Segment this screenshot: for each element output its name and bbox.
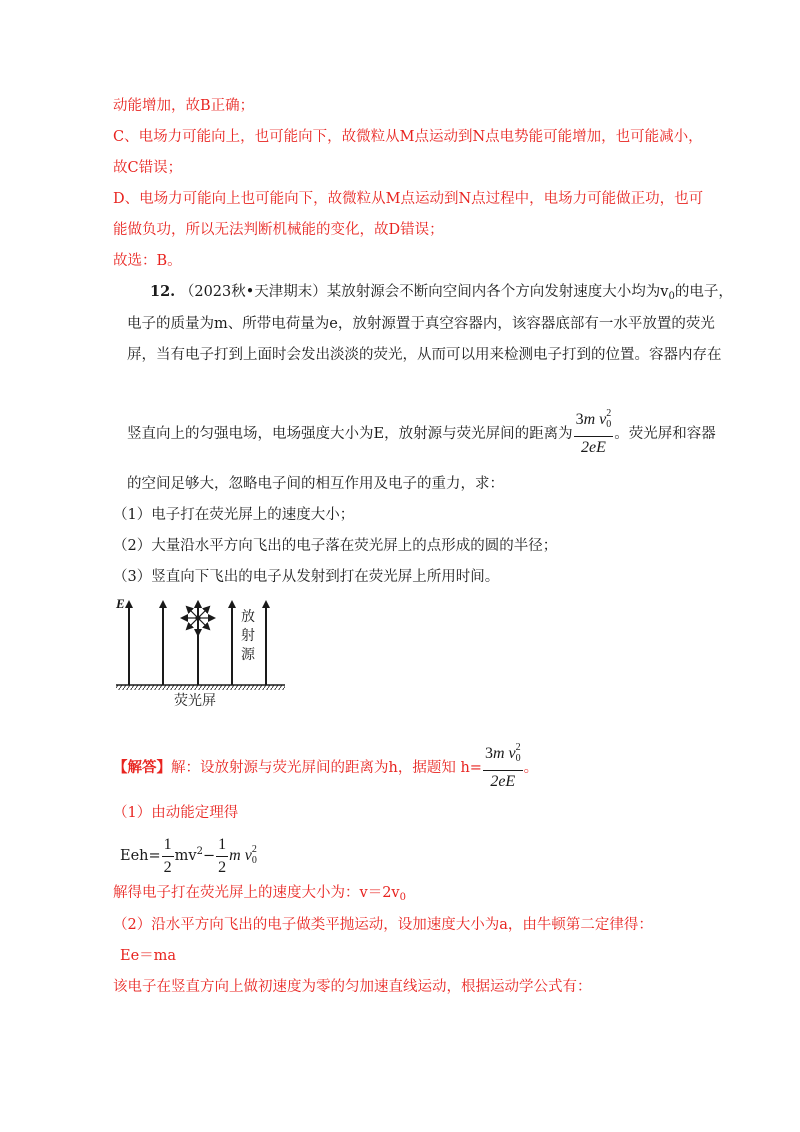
problem-line-4: [127, 404, 716, 464]
svg-text:源: 源: [241, 647, 255, 663]
frac-num-sup: 2: [606, 408, 612, 419]
eq1-v: v: [244, 847, 252, 864]
eq1-half-1: $\frac{1}{2}$: [163, 835, 172, 876]
frac-den: 2eE: [580, 439, 606, 456]
problem-intro: （2023秋•天津期末）某放射源会不断向空间内各个方向发射速度大小均为v: [179, 284, 669, 300]
problem-line-2: 电子的质量为m、所带电荷量为e，放射源置于真空容器内，该容器底部有一水平放置的荧光: [127, 316, 715, 332]
emission-arrows: [182, 602, 214, 635]
eq1-half-2: $\frac{1}{2}$: [218, 835, 227, 876]
solution-intro-text: 解：设放射源与荧光屏间的距离为h，据题知 h=: [171, 760, 482, 776]
problem-line-1: [150, 282, 733, 307]
problem-line-4-end: 。荧光屏和容器: [614, 426, 716, 442]
screen-label: 荧光屏: [174, 693, 216, 709]
solution-step-3: 该电子在竖直方向上做初速度为零的匀加速直线运动，根据运动学公式有：: [113, 979, 592, 995]
prev-answer-line-4: D、电场力可能向上也可能向下，故微粒从M点运动到N点过程中，电场力可能做正功，也可: [113, 191, 704, 207]
field-label: E: [116, 596, 125, 611]
prev-answer-line-2: C、电场力可能向上，也可能向下，故微粒从M点运动到N点电势能可能增加，也可能减小，: [113, 129, 703, 145]
problem-number: 12.: [150, 283, 176, 300]
eq1-sup: 2: [196, 846, 203, 857]
eq1-mv: mv: [174, 848, 197, 864]
distance-fraction: [574, 409, 614, 459]
solution-step-2: （2）沿水平方向飞出的电子做类平抛运动，设加速度大小为a，由牛顿第二定律得：: [113, 917, 653, 933]
prev-answer-line-3: 故C错误；: [113, 160, 183, 176]
field-diagram: [112, 592, 292, 710]
solution-tag: 【解答】: [113, 759, 171, 776]
svg-text:射: 射: [241, 628, 255, 644]
question-2: （2）大量沿水平方向飞出的电子落在荧光屏上的点形成的圆的半径；: [113, 538, 558, 554]
frac-num-coef: 3: [575, 411, 584, 428]
eq1-minus: −: [202, 848, 216, 864]
problem-v0-sub: 0: [668, 291, 675, 302]
solution-intro: [113, 740, 538, 796]
prev-answer-line-5: 能做负功，所以无法判断机械能的变化，故D错误；: [113, 222, 444, 238]
eq1-sup2: 2: [251, 844, 257, 855]
solution-intro-end: 。: [523, 760, 539, 776]
prev-answer-line-1: 动能增加，故B正确；: [113, 98, 255, 114]
problem-line-3: 屏，当有电子打到上面时会发出淡淡的荧光，从而可以用来检测电子打到的位置。容器内存在: [127, 347, 722, 363]
eq1-m: m: [229, 847, 241, 864]
solution-h-fraction: $\frac{3m v_0^2}{2eE}$: [484, 742, 521, 790]
eq1-sub: 0: [251, 855, 257, 866]
problem-line-4-text: 竖直向上的匀强电场，电场强度大小为E，放射源与荧光屏间的距离为: [127, 426, 573, 442]
solution-step-1: （1）由动能定理得: [113, 805, 239, 821]
problem-intro-end: 的电子，: [674, 284, 733, 300]
equation-1: [120, 826, 257, 878]
question-1: （1）电子打在荧光屏上的速度大小；: [113, 507, 355, 523]
problem-line-5: 的空间足够大，忽略电子间的相互作用及电子的重力，求：: [127, 476, 504, 492]
question-3: （3）竖直向下飞出的电子从发射到打在荧光屏上所用时间。: [113, 569, 500, 585]
equation-2: Ee＝ma: [120, 948, 177, 964]
svg-text:放: 放: [241, 609, 255, 625]
solution-result-1: 解得电子打在荧光屏上的速度大小为：$v=2v_0$: [113, 885, 406, 903]
eq1-lhs: Eeh=: [120, 848, 161, 864]
source-label: [241, 609, 256, 663]
screen-hatch: [116, 685, 285, 690]
prev-answer-line-6: 故选：B。: [113, 253, 182, 269]
frac-num-m: m: [583, 411, 596, 428]
frac-num-sub: 0: [606, 419, 612, 430]
frac-num-v: v: [599, 411, 607, 428]
